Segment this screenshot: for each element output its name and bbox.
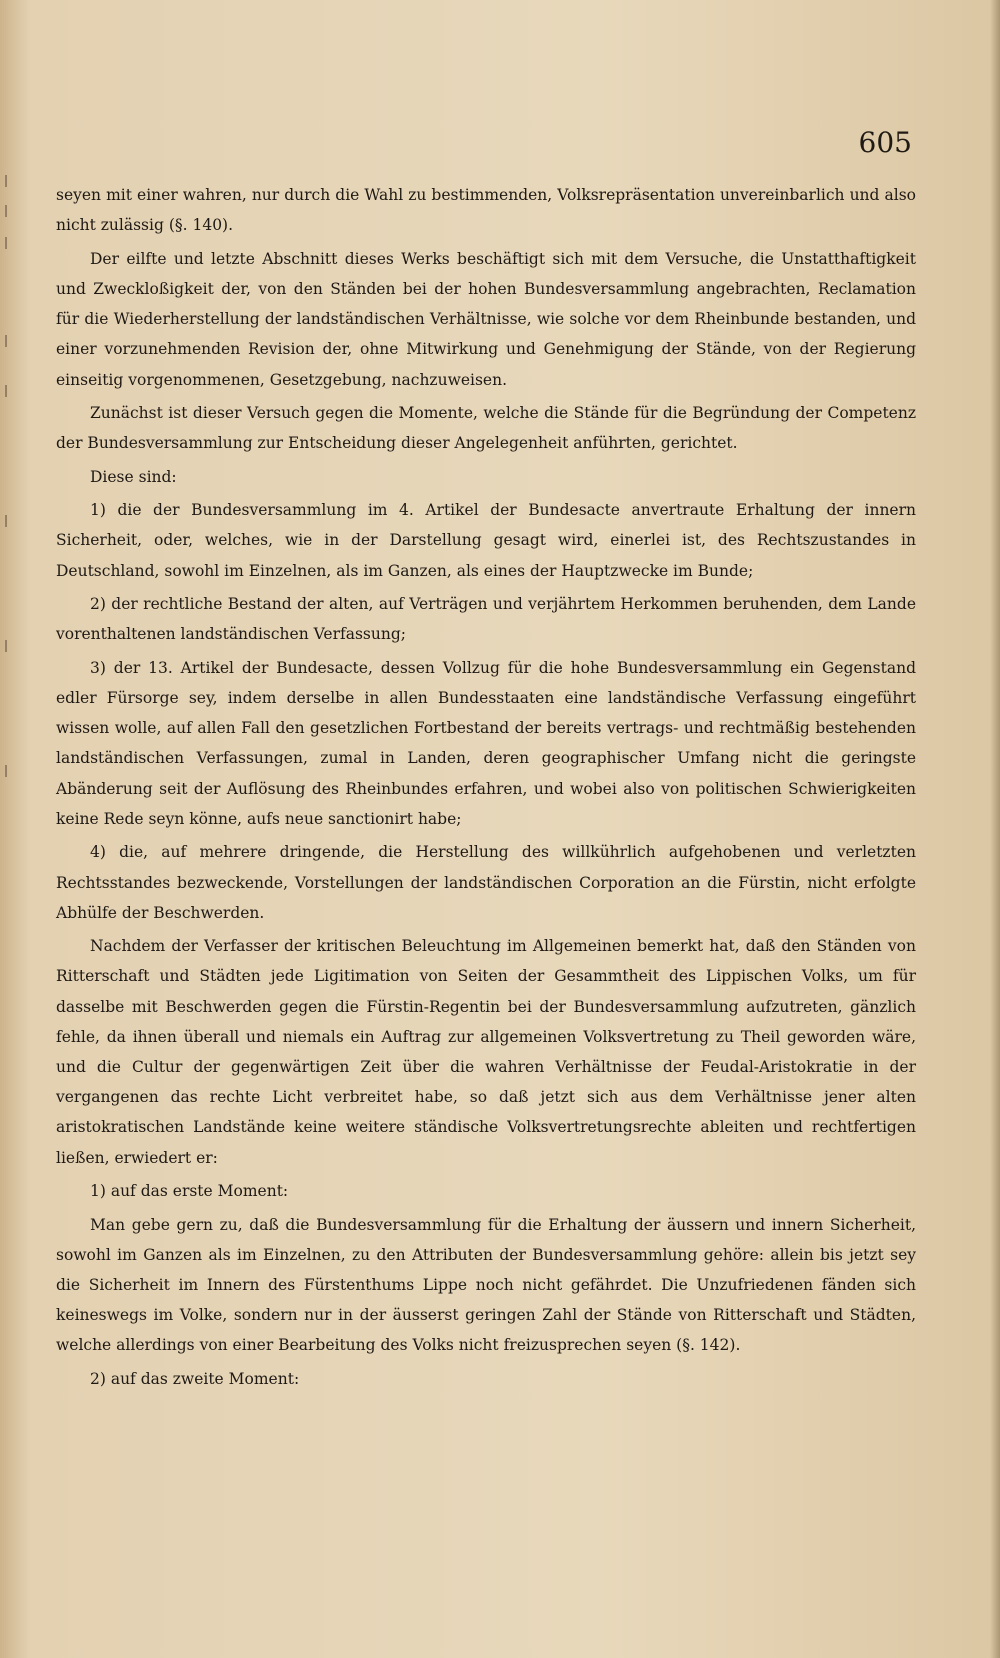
paragraph-3: Zunächst ist dieser Versuch gegen die Momente, welche die Stände für die Begründung der Competenz der Bundesversammlung zur Entscheidung dieser Angelegenheit anführten, gerichtet. [56, 404, 916, 453]
margin-mark [5, 175, 7, 187]
margin-mark [5, 640, 7, 652]
paragraph-5: Nachdem der Verfasser der kritischen Beleuchtung im Allgemeinen bemerkt hat, daß den Ständen von Ritterschaft und Städten jede Ligitimation von Seiten der Gesammtheit des Lippischen Volks, um für dasselbe mit Beschwerden gegen die Fürstin-Regentin bei der Bundesversammlung aufzutreten, gänzlich fehle, da ihnen überall und niemals ein Auftrag zur allgemeinen Volksvertretung zu Theil geworden wäre, und die Cultur der gegenwärtigen Zeit über die wahren Verhältnisse der Feudal-Aristokratie in der vergangenen das rechte Licht verbreitet habe, so daß jetzt sich aus dem Verhältnisse jener alten aristokratischen Landstände keine weitere ständische Volksvertretungsrechte ableiten und rechtfertigen ließen, erwiedert er: [56, 937, 916, 1167]
list-item-2: 2) der rechtliche Bestand der alten, auf Verträgen und verjährtem Herkommen beruhenden, dem Lande vorenthaltenen landständischen Verfassung; [56, 595, 916, 644]
paragraph-4: Diese sind: [90, 467, 177, 486]
margin-mark [5, 205, 7, 217]
margin-mark [5, 515, 7, 527]
list-item-1: 1) die der Bundesversammlung im 4. Artikel der Bundesacte anvertraute Erhaltung der innern Sicherheit, oder, welches, wie in der Darstellung gesagt wird, einerlei ist, des Rechtszustandes in Deutschland, sowohl im Einzelnen, als im Ganzen, als eines der Hauptzwecke im Bunde; [56, 501, 916, 580]
list-item-6: 2) auf das zweite Moment: [90, 1369, 300, 1388]
paragraph-6: Man gebe gern zu, daß die Bundesversammlung für die Erhaltung der äussern und innern Sicherheit, sowohl im Ganzen als im Einzelnen, zu den Attributen der Bundesversammlung gehöre: allein bis jetzt sey die Sicherheit im Innern des Fürstenthums Lippe noch nicht gefährdet. Die Unzufriedenen fänden sich keineswegs im Volke, sondern nur in der äusserst geringen Zahl der Stände von Ritterschaft und Städten, welche allerdings von einer Bearbeitung des Volks nicht freizusprechen seyen (§. 142). [56, 1215, 916, 1355]
list-item-4: 4) die, auf mehrere dringende, die Herstellung des willkührlich aufgehobenen und verletzten Rechtsstandes bezweckende, Vorstellungen der landständischen Corporation an die Fürstin, nicht erfolgte Abhülfe der Beschwerden. [56, 843, 916, 922]
list-item-5: 1) auf das erste Moment: [90, 1182, 289, 1201]
page-number: 605 [858, 126, 912, 159]
margin-mark [5, 765, 7, 777]
margin-mark [5, 385, 7, 397]
margin-mark [5, 237, 7, 249]
margin-mark [5, 335, 7, 347]
left-margin-marks [0, 175, 14, 1475]
paragraph-2: Der eilfte und letzte Abschnitt dieses Werks beschäftigt sich mit dem Versuche, die Unstatthaftigkeit und Zweckloßigkeit der, von den Ständen bei der hohen Bundesversammlung angebrachten, Reclamation für die Wiederherstellung der landständischen Verhältnisse, wie solche vor dem Rheinbunde bestanden, und einer vorzunehmenden Revision der, ohne Mitwirkung und Genehmigung der Stände, von der Regierung einseitig vorgenommenen, Gesetzgebung, nachzuweisen. [56, 249, 916, 389]
body-text [56, 180, 916, 1397]
list-item-3: 3) der 13. Artikel der Bundesacte, dessen Vollzug für die hohe Bundesversammlung ein Gegenstand edler Fürsorge sey, indem derselbe in allen Bundesstaaten eine landständische Verfassung eingeführt wissen wolle, auf allen Fall den gesetzlichen Fortbestand der bereits vertrags- und rechtmäßig bestehenden landständischen Verfassungen, zumal in Landen, deren geographischer Umfang nicht die geringste Abänderung seit der Auflösung des Rheinbundes erfahren, und wobei also von politischen Schwierigkeiten keine Rede seyn könne, aufs neue sanctionirt habe; [56, 658, 916, 828]
paragraph-1: seyen mit einer wahren, nur durch die Wahl zu bestimmenden, Volksrepräsentation unvereinbarlich und also nicht zulässig (§. 140). [56, 186, 916, 235]
